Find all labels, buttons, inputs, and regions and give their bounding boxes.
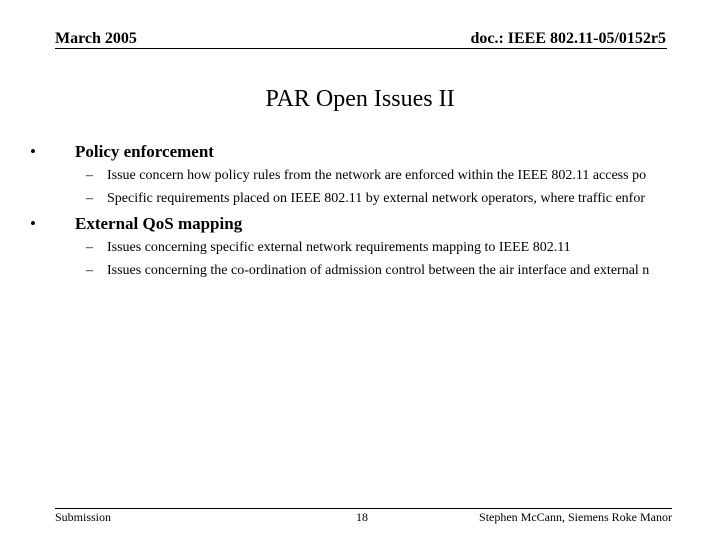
sub-bullet-text: Issues concerning the co-ordination of admission control between the air interface and external n: [107, 263, 650, 278]
bullet-marker: •: [30, 214, 36, 233]
header-document-id: doc.: IEEE 802.11-05/0152r5: [470, 30, 666, 47]
sub-bullet-marker: –: [86, 191, 93, 206]
sub-bullet-marker: –: [86, 168, 93, 183]
slide-title: PAR Open Issues II: [265, 86, 455, 112]
bullet-label: External QoS mapping: [75, 214, 243, 233]
footer-divider: [55, 508, 672, 509]
bullet-marker: •: [30, 142, 36, 161]
footer-author: Stephen McCann, Siemens Roke Manor: [479, 510, 672, 524]
sub-bullet-text: Issue concern how policy rules from the network are enforced within the IEEE 802.11 access po: [107, 168, 647, 183]
footer-page-number: 18: [356, 510, 368, 524]
header-date: March 2005: [55, 30, 137, 47]
bullet-label: Policy enforcement: [75, 142, 214, 161]
sub-bullet-marker: –: [86, 263, 93, 278]
sub-bullet-marker: –: [86, 240, 93, 255]
footer-submission: Submission: [55, 510, 112, 524]
sub-bullet-text: Issues concerning specific external network requirements mapping to IEEE 802.11: [107, 240, 571, 255]
sub-bullet-text: Specific requirements placed on IEEE 802.11 by external network operators, where traffic enfor: [107, 191, 646, 206]
